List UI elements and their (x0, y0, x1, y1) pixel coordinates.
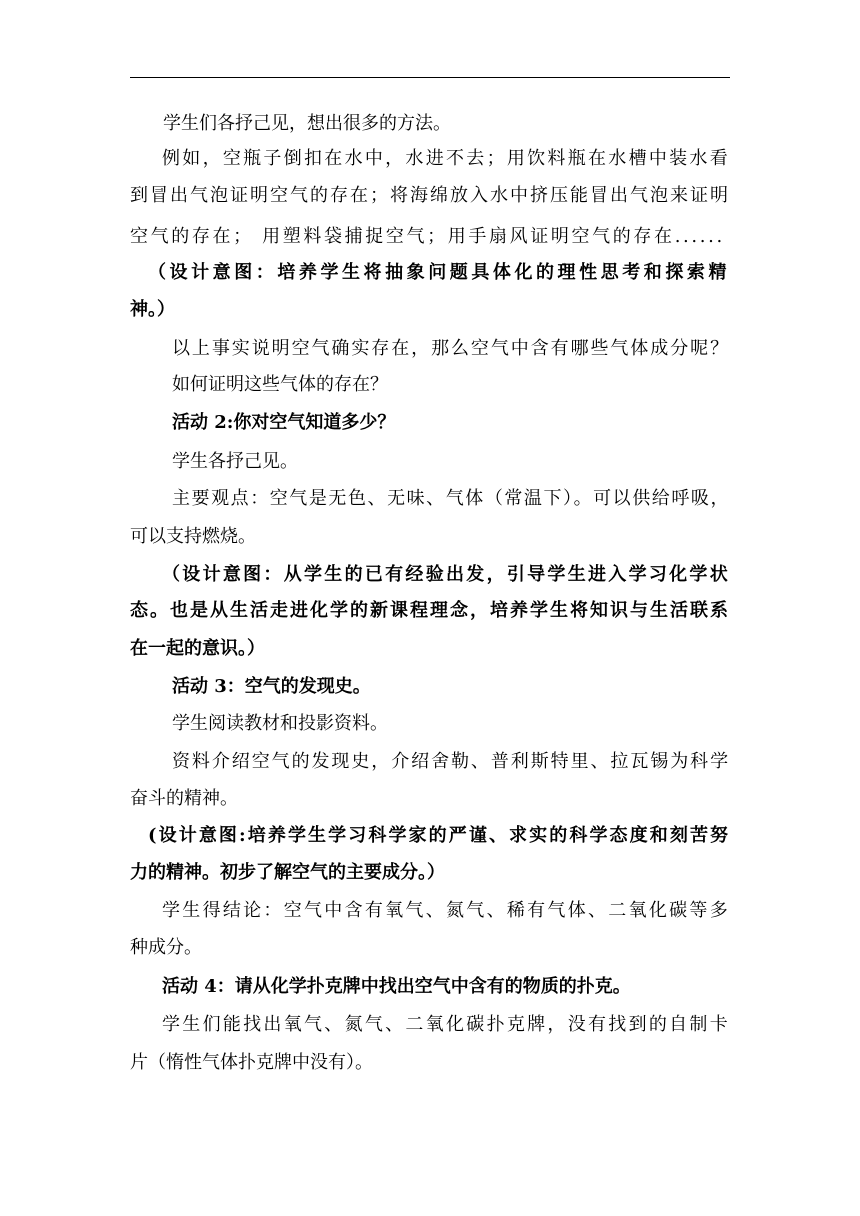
text-line: 学生们各抒己见，想出很多的方法。 (163, 113, 451, 134)
text-line: 资料介绍空气的发现史，介绍舍勒、普利斯特里、拉瓦锡为科学 (172, 751, 730, 772)
text-line: 种成分。 (130, 937, 202, 958)
text-line: 力的精神。初步了解空气的主要成分。） (130, 862, 445, 883)
text-line: 在一起的意识。） (130, 638, 265, 659)
text-line: 神。） (130, 299, 175, 320)
text-line: (设计意图:培养学生学习科学家的严谨、求实的科学态度和刻苦努 (148, 825, 731, 846)
text-line: 学生各抒己见。 (172, 451, 298, 472)
text-line: 如何证明这些气体的存在？ (172, 374, 388, 395)
text-line: 态。也是从生活走进化学的新课程理念，培养学生将知识与生活联系 (130, 600, 730, 621)
text-line: 学生阅读教材和投影资料。 (172, 713, 388, 734)
text-line: 空气的存在； 用塑料袋捕捉空气；用手扇风证明空气的存在...... (130, 226, 725, 247)
text-line: 例如，空瓶子倒扣在水中，水进不去；用饮料瓶在水槽中装水看 (162, 148, 730, 169)
header-rule (130, 77, 730, 78)
text-line: 活动 3：空气的发现史。 (172, 676, 371, 697)
text-line: 活动 4：请从化学扑克牌中找出空气中含有的物质的扑克。 (162, 976, 631, 997)
text-line: 学生们能找出氧气、氮气、二氧化碳扑克牌，没有找到的自制卡 (162, 1014, 730, 1035)
text-line: 片（惰性气体扑克牌中没有）。 (130, 1052, 373, 1073)
text-line: 学生得结论：空气中含有氧气、氮气、稀有气体、二氧化碳等多 (162, 900, 730, 921)
text-line: 到冒出气泡证明空气的存在；将海绵放入水中挤压能冒出气泡来证明 (130, 185, 730, 206)
text-line: 奋斗的精神。 (130, 788, 238, 809)
text-line: （设计意图：从学生的已有经验出发，引导学生进入学习化学状 (162, 564, 730, 585)
text-line: 活动 2:你对空气知道多少？ (172, 412, 396, 433)
text-line: 可以支持燃烧。 (130, 526, 256, 547)
text-line: 主要观点：空气是无色、无味、气体（常温下）。可以供给呼吸， (172, 488, 730, 509)
text-line: 以上事实说明空气确实存在，那么空气中含有哪些气体成分呢？ (172, 338, 730, 359)
text-line: （设计意图：培养学生将抽象问题具体化的理性思考和探索精 (148, 262, 730, 283)
